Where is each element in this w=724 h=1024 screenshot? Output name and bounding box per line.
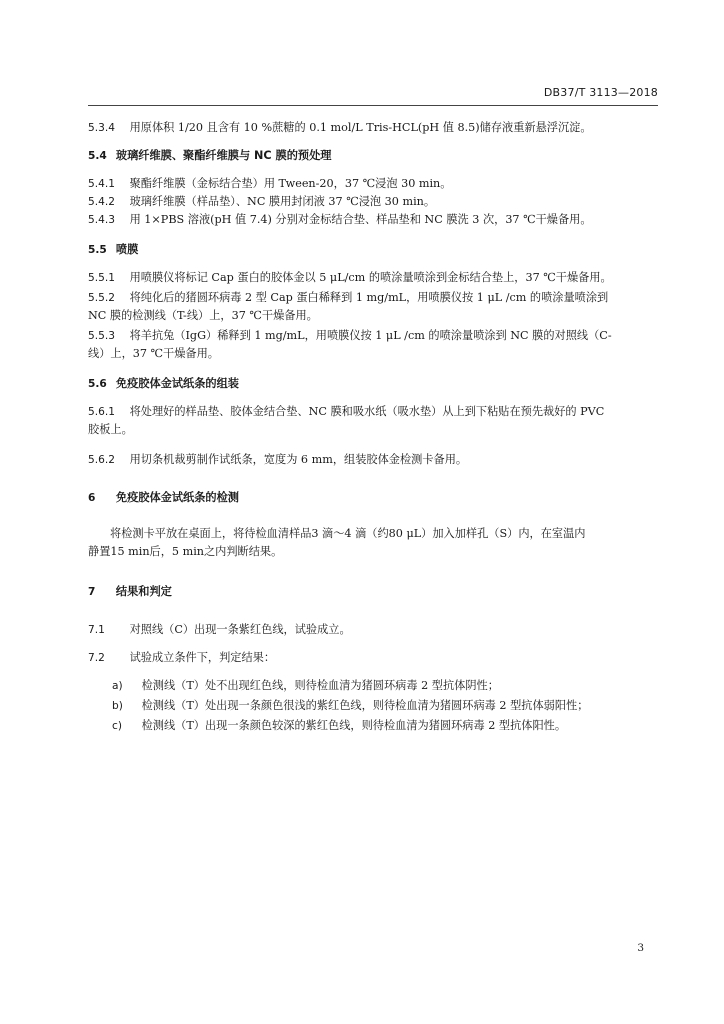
clause-number: 5.3.4 (88, 122, 115, 134)
list-marker: b) (112, 700, 123, 712)
section-title: 喷膜 (115, 243, 139, 256)
clause-number: 5.4.1 (88, 178, 115, 190)
section-title: 结果和判定 (115, 585, 172, 598)
list-item-a (112, 676, 658, 696)
clause-text-line-2: 线）上，37 ℃干燥备用。 (88, 347, 219, 360)
clause-text: 用原体积 1/20 且含有 10 %蔗糖的 0.1 mol/L Tris-HCL(pH 值 8.5)储存液重新悬浮沉淀。 (129, 121, 592, 134)
section-number: 5.5 (88, 244, 107, 256)
clause-5-5-3 (88, 326, 658, 346)
section-heading-6 (88, 488, 658, 508)
clause-text-line-2: 胶板上。 (88, 423, 133, 436)
clause-text: 试验成立条件下，判定结果： (129, 651, 276, 664)
list-item-c (112, 716, 658, 736)
section-number: 7 (88, 586, 96, 598)
clause-text: 玻璃纤维膜（样品垫）、NC 膜用封闭液 37 ℃浸泡 30 min。 (129, 195, 436, 208)
clause-text: 用切条机裁剪制作试纸条，宽度为 6 mm，组装胶体金检测卡备用。 (129, 453, 468, 466)
clause-5-5-3-continued (88, 344, 658, 364)
clause-number: 5.4.3 (88, 214, 115, 226)
clause-number: 5.5.3 (88, 330, 115, 342)
clause-text: 用喷膜仪将标记 Cap 蛋白的胶体金以 5 μL/cm 的喷涂量喷涂到金标结合垫上，37 ℃干燥备用。 (129, 271, 612, 284)
clause-text: 聚酯纤维膜（金标结合垫）用 Tween-20，37 ℃浸泡 30 min。 (129, 177, 452, 190)
clause-5-4-1 (88, 174, 658, 194)
clause-text-line-1: 将羊抗兔（IgG）稀释到 1 mg/mL，用喷膜仪按 1 μL /cm 的喷涂量喷涂到 NC 膜的对照线（C- (129, 329, 612, 342)
clause-5-4-3 (88, 210, 658, 230)
list-item-b (112, 696, 658, 716)
paragraph-text-line-1: 将检测卡平放在桌面上，将待检血清样品3 滴～4 滴（约80 μL）加入加样孔（S）内，在室温内 (110, 527, 586, 540)
clause-number: 7.1 (88, 624, 105, 636)
list-item-text: 检测线（T）出现一条颜色较深的紫红色线，则待检血清为猪圆环病毒 2 型抗体阳性。 (141, 719, 567, 732)
clause-5-6-1-continued (88, 420, 658, 440)
paragraph-6-line-2 (88, 542, 658, 562)
list-item-text: 检测线（T）处不出现红色线，则待检血清为猪圆环病毒 2 型抗体阴性； (141, 679, 499, 692)
section-title: 免疫胶体金试纸条的检测 (115, 491, 239, 504)
clause-5-4-2 (88, 192, 658, 212)
clause-number: 5.5.1 (88, 272, 115, 284)
section-number: 5.6 (88, 378, 107, 390)
clause-5-6-2 (88, 450, 658, 470)
clause-7-2 (88, 648, 658, 668)
clause-number: 7.2 (88, 652, 105, 664)
header-rule (88, 105, 658, 106)
clause-text-line-1: 将处理好的样品垫、胶体金结合垫、NC 膜和吸水纸（吸水垫）从上到下粘贴在预先裁好的 PVC (129, 405, 605, 418)
section-number: 5.4 (88, 150, 107, 162)
list-marker: c) (112, 720, 122, 732)
clause-5-5-2-continued (88, 306, 658, 326)
clause-5-6-1 (88, 402, 658, 422)
paragraph-6-line-1 (88, 524, 658, 544)
clause-5-5-2 (88, 288, 658, 308)
clause-number: 5.6.1 (88, 406, 115, 418)
section-title: 玻璃纤维膜、聚酯纤维膜与 NC 膜的预处理 (115, 149, 332, 162)
clause-5-5-1 (88, 268, 658, 288)
section-number: 6 (88, 492, 96, 504)
clause-number: 5.4.2 (88, 196, 115, 208)
paragraph-text-line-2: 静置15 min后，5 min之内判断结果。 (88, 545, 283, 558)
clause-text: 对照线（C）出现一条紫红色线，试验成立。 (129, 623, 351, 636)
section-heading-5-5 (88, 240, 658, 260)
clause-text-line-1: 将纯化后的猪圆环病毒 2 型 Cap 蛋白稀释到 1 mg/mL，用喷膜仪按 1 μL /cm 的喷涂量喷涂到 (129, 291, 609, 304)
list-marker: a) (112, 680, 123, 692)
page-number: 3 (637, 942, 644, 954)
clause-text-line-2: NC 膜的检测线（T-线）上，37 ℃干燥备用。 (88, 309, 318, 322)
section-heading-7 (88, 582, 658, 602)
clause-number: 5.5.2 (88, 292, 115, 304)
section-heading-5-4 (88, 146, 658, 166)
section-title: 免疫胶体金试纸条的组装 (115, 377, 239, 390)
list-item-text: 检测线（T）处出现一条颜色很浅的紫红色线，则待检血清为猪圆环病毒 2 型抗体弱阳性； (141, 699, 589, 712)
clause-text: 用 1×PBS 溶液(pH 值 7.4) 分别对金标结合垫、样品垫和 NC 膜洗 3 次，37 ℃干燥备用。 (129, 213, 592, 226)
clause-7-1 (88, 620, 658, 640)
clause-number: 5.6.2 (88, 454, 115, 466)
clause-5-3-4 (88, 118, 658, 138)
section-heading-5-6 (88, 374, 658, 394)
standard-code: DB37/T 3113—2018 (543, 86, 658, 99)
